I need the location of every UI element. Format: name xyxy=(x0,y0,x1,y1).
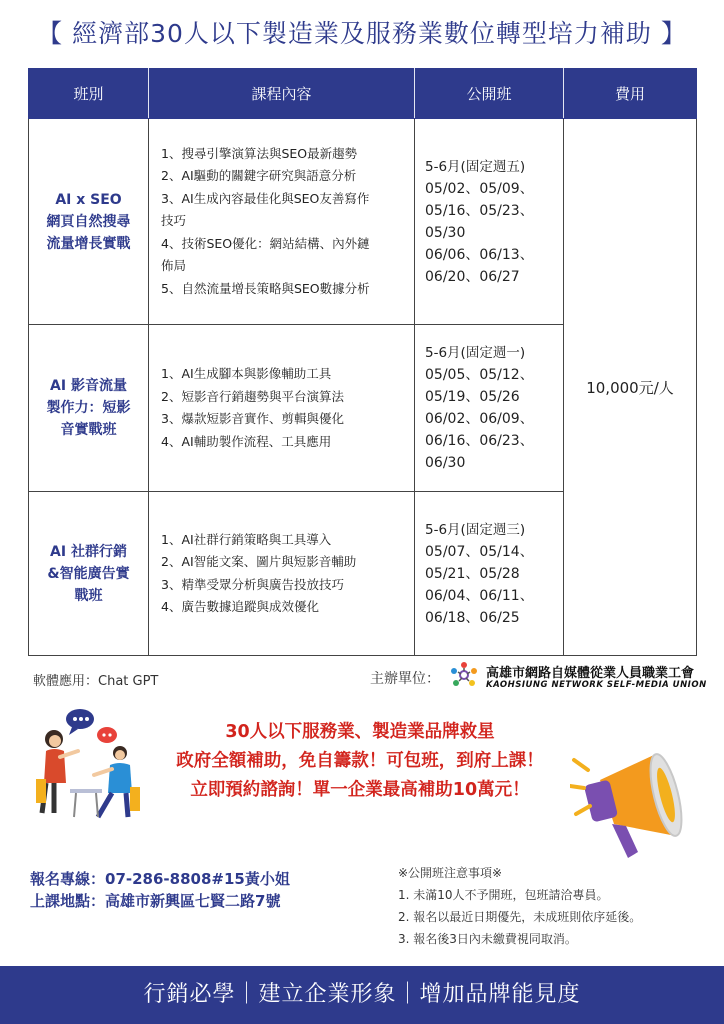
notes-item: 3. 報名後3日內未繳費視同取消。 xyxy=(398,932,577,946)
header-schedule: 公開班 xyxy=(415,69,564,119)
table-header-row xyxy=(29,69,697,119)
course-content: 1、AI社群行銷策略與工具導入 2、AI智能文案、圖片與短影音輔助 3、精準受眾分析與廣告投放技巧 4、廣告數據追蹤與成效優化 xyxy=(149,492,415,656)
promo-line: 立即預約諮詢！單一企業最高補助10萬元！ xyxy=(190,780,530,800)
header-class: 班別 xyxy=(29,69,149,119)
header-fee: 費用 xyxy=(564,69,697,119)
header-content: 課程內容 xyxy=(149,69,415,119)
promo-line: 政府全額補助，免自籌款！可包班，到府上課！ xyxy=(176,751,544,771)
class-name: AI 社群行銷 &智能廣告實 戰班 xyxy=(29,492,149,656)
course-content: 1、搜尋引擎演算法與SEO最新趨勢 2、AI驅動的關鍵字研究與語意分析 3、AI生成內容最佳化與SEO友善寫作 技巧 4、技術SEO優化：網站結構、內外鏈 佈局 5、自然流量增長策略與SEO數據分析 xyxy=(149,119,415,325)
contact-info xyxy=(30,868,290,912)
organizer-name: 高雄市網路自媒體從業人員職業工會 xyxy=(486,666,695,681)
class-name: AI 影音流量 製作力：短影 音實戰班 xyxy=(29,325,149,492)
contact-phone: 報名專線：07-286-8808#15黃小姐 xyxy=(30,870,290,888)
course-content: 1、AI生成腳本與影像輔助工具 2、短影音行銷趨勢與平台演算法 3、爆款短影音實作、剪輯與優化 4、AI輔助製作流程、工具應用 xyxy=(149,325,415,492)
notes-item: 1. 未滿10人不予開班，包班請洽專員。 xyxy=(398,888,609,902)
megaphone-icon xyxy=(570,740,690,865)
organizer-label: 主辦單位： xyxy=(370,671,440,687)
fee: 10,000元/人 xyxy=(564,119,697,656)
promo-block xyxy=(140,718,580,805)
footer-banner: 行銷必學｜建立企業形象｜增加品牌能見度 xyxy=(0,966,724,1024)
promo-line: 30人以下服務業、製造業品牌救星 xyxy=(225,722,495,742)
class-name: AI x SEO 網頁自然搜尋 流量增長實戰 xyxy=(29,119,149,325)
schedule: 5-6月(固定週一) 05/05、05/12、 05/19、05/26 06/02、06/09、 06/16、06/23、 06/30 xyxy=(415,325,564,492)
course-table xyxy=(28,68,697,656)
table-row xyxy=(29,119,697,325)
schedule: 5-6月(固定週三) 05/07、05/14、 05/21、05/28 06/04、06/11、 06/18、06/25 xyxy=(415,492,564,656)
union-logo-icon xyxy=(450,660,478,690)
page-title: 【 經濟部30人以下製造業及服務業數位轉型培力補助 】 xyxy=(37,19,687,48)
software-note: 軟體應用：Chat GPT xyxy=(33,674,159,689)
notes-block xyxy=(398,862,641,950)
notes-title: ※公開班注意事項※ xyxy=(398,866,503,880)
schedule: 5-6月(固定週五) 05/02、05/09、 05/16、05/23、 05/30 06/06、06/13、 06/20、06/27 xyxy=(415,119,564,325)
contact-address: 上課地點：高雄市新興區七賢二路7號 xyxy=(30,892,281,910)
discussion-illustration-icon xyxy=(32,705,147,825)
notes-item: 2. 報名以最近日期優先，未成班則依序延後。 xyxy=(398,910,642,924)
organizer-name-en: KAOHSIUNG NETWORK SELF-MEDIA UNION xyxy=(486,680,707,690)
